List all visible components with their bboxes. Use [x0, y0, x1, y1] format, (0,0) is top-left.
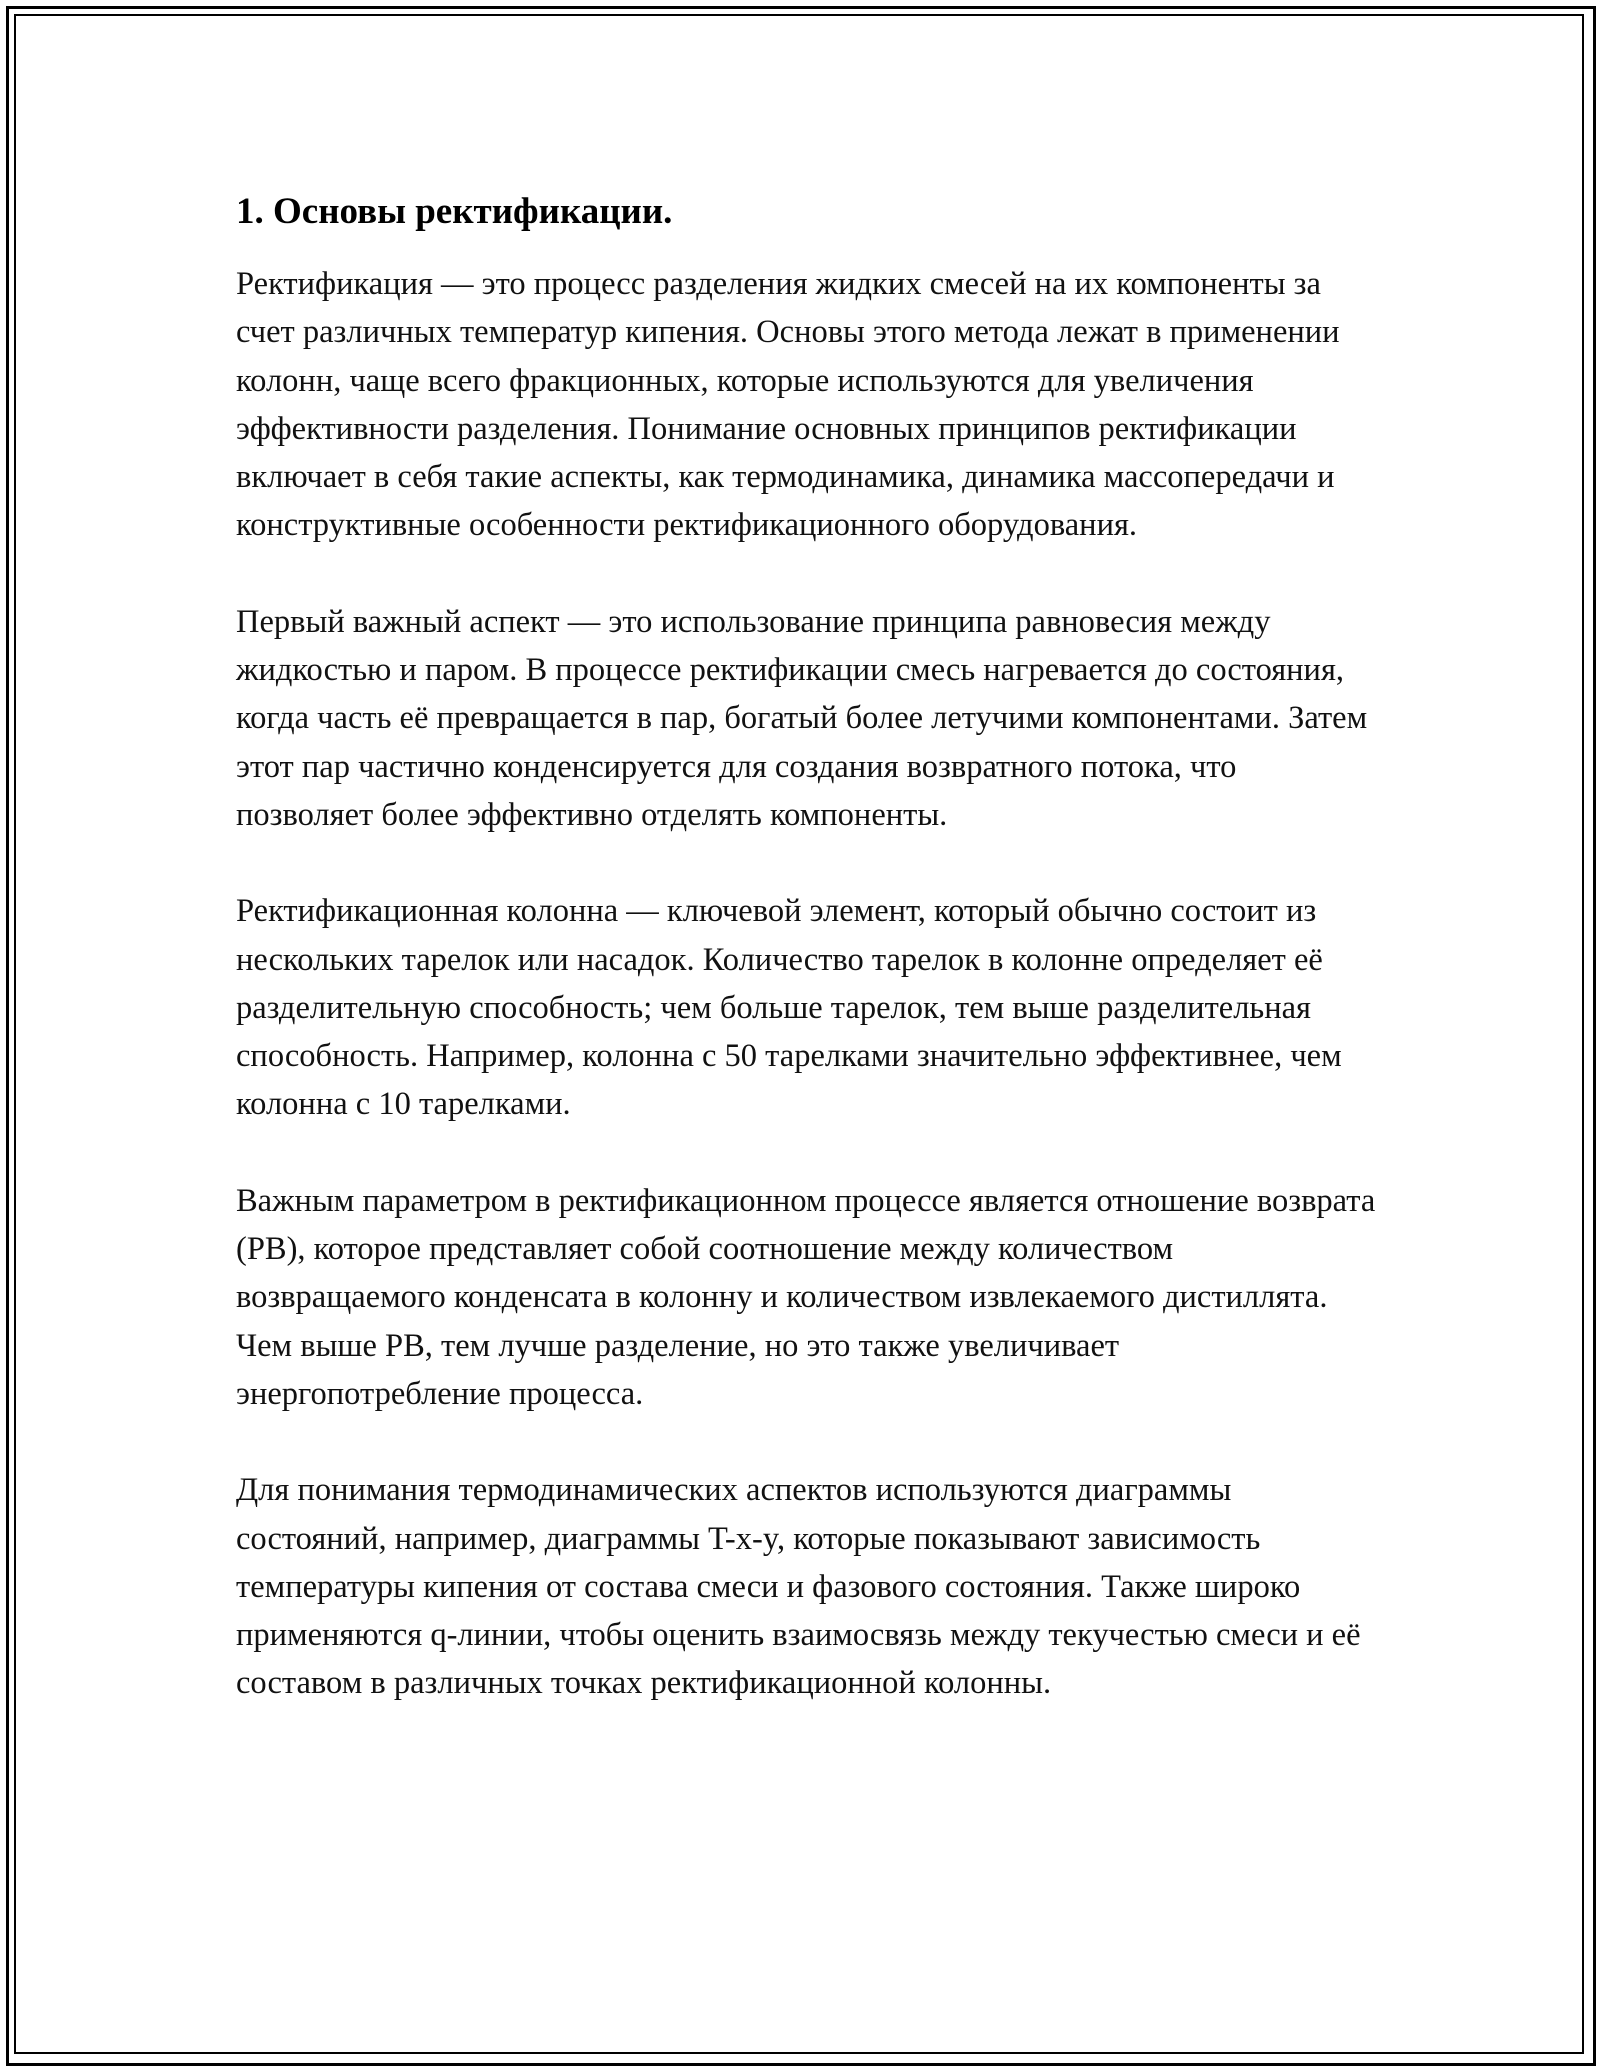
- paragraph-intro: Ректификация — это процесс разделения жидких смесей на их компоненты за счет различных температур кипения. Основы этого метода лежат в применении колонн, чаще всего фракционных, которые используются для увеличения эффективности разделения. Понимание основных принципов ректификации включает в себя такие аспекты, как термодинамика, динамика массопередачи и конструктивные особенности ректификационного оборудования.: [236, 266, 1340, 544]
- paragraph-diagrams: Для понимания термодинамических аспектов используются диаграммы состояний, например, диаграммы T-x-y, которые показывают зависимость температуры кипения от состава смеси и фазового состояния. Также широко применяются q-линии, чтобы оценить взаимосвязь между текучестью смеси и её составом в различных точках ректификационной колонны.: [236, 1472, 1361, 1702]
- paragraph-column: Ректификационная колонна — ключевой элемент, который обычно состоит из нескольких тарелок или насадок. Количество тарелок в колонне определяет её разделительную способность; чем больше тарелок, тем выше разделительная способность. Например, колонна с 50 тарелками значительно эффективнее, чем колонна с 10 тарелками.: [236, 893, 1342, 1123]
- section-heading: 1. Основы ректификации.: [236, 191, 673, 232]
- paragraph-equilibrium: Первый важный аспект — это использование принципа равновесия между жидкостью и паром. В процессе ректификации смесь нагревается до состояния, когда часть её превращается в пар, богатый более летучими компонентами. Затем этот пар частично конденсируется для создания возвратного потока, что позволяет более эффективно отделять компоненты.: [236, 603, 1368, 833]
- paragraph-reflux-ratio: Важным параметром в ректификационном процессе является отношение возврата (РВ), которое представляет собой соотношение между количеством возвращаемого конденсата в колонну и количеством извлекаемого дистиллята. Чем выше РВ, тем лучше разделение, но это также увеличивает энергопотребление процесса.: [236, 1182, 1376, 1412]
- document-body: [236, 188, 1376, 1708]
